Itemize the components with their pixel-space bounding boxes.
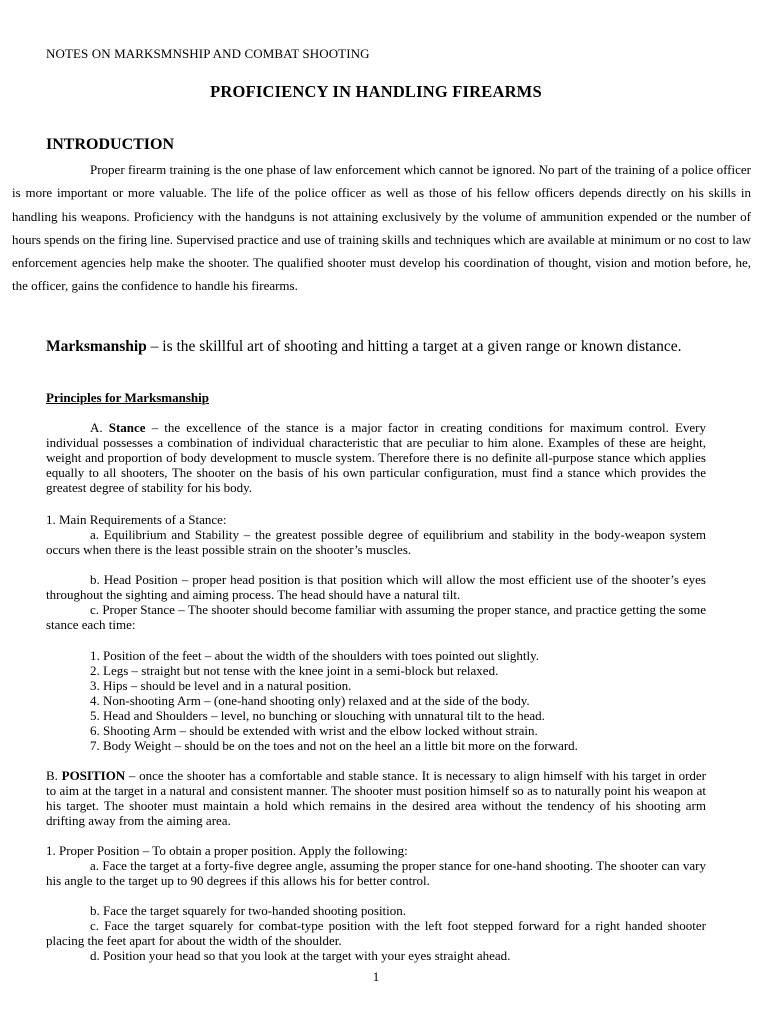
position-text: – once the shooter has a comfortable and stable stance. It is necessary to align himself with his target in order to aim at the target in a natural and consistent manner. The shooter must position himself so as to naturally point his weapon at his target. The shooter must maintain a hold which remains in the desired area without the tendency of his shooting arm drifting away from the aiming area.: [46, 768, 707, 828]
marksmanship-term: Marksmanship: [46, 338, 147, 355]
requirement-proper-stance: c. Proper Stance – The shooter should become familiar with assuming the proper stance, and practice getting the some stance each time:: [46, 602, 706, 632]
principles-heading: Principles for Marksmanship: [46, 390, 209, 405]
stance-term: Stance: [108, 420, 146, 435]
requirement-head-position: b. Head Position – proper head position is that position which will allow the most efficient use of the shooter’s eyes throughout the sighting and aiming process. The head should have a natural tilt.: [46, 572, 706, 602]
stance-list-item: 5. Head and Shoulders – level, no bunching or slouching with unnatural tilt to the head.: [90, 708, 545, 723]
stance-list-item: 1. Position of the feet – about the width of the shoulders with toes pointed out slightly.: [90, 648, 540, 663]
marksmanship-definition-text: – is the skillful art of shooting and hitting a target at a given range or known distance.: [146, 338, 682, 355]
stance-list-item: 2. Legs – straight but not tense with the knee joint in a semi-block but relaxed.: [90, 663, 499, 678]
stance-text: – the excellence of the stance is a major factor in creating conditions for maximum control. Every individual possesses a combination of individual characteristic that are peculiar to him alone. Examples of these are height, weight and proportion of body development to muscle system. Therefore there is no definite all-purpose stance which applies equally to all shooters, The shooter on the basis of his own particular configuration, must find a stance which provides the greatest degree of stability for his body.: [46, 420, 706, 495]
proper-position-item-c: c. Face the target squarely for combat-type position with the left foot stepped forward for a right handed shooter placing the feet apart for about the width of the shoulder.: [46, 918, 706, 948]
position-term: POSITION: [61, 768, 126, 783]
stance-list-item: 4. Non-shooting Arm – (one-hand shooting only) relaxed and at the side of the body.: [90, 693, 530, 708]
introduction-heading: INTRODUCTION: [46, 136, 175, 153]
page-number: 1: [372, 969, 380, 984]
proper-position-item-a: a. Face the target at a forty-five degree angle, assuming the proper stance for one-hand shooting. The shooter can vary his angle to the target up to 90 degrees if this allows his for better control.: [46, 858, 706, 888]
requirements-heading: 1. Main Requirements of a Stance:: [46, 512, 227, 527]
stance-prefix: A.: [90, 420, 109, 435]
proper-position-item-b: b. Face the target squarely for two-handed shooting position.: [90, 903, 407, 918]
stance-list-item: 6. Shooting Arm – should be extended with wrist and the elbow locked without strain.: [90, 723, 538, 738]
marksmanship-definition: [46, 338, 708, 356]
requirement-equilibrium: a. Equilibrium and Stability – the greatest possible degree of equilibrium and stability in the body-weapon system occurs when there is the least possible strain on the shooter’s muscles.: [46, 527, 706, 557]
position-prefix: B.: [46, 768, 62, 783]
stance-list-item: 7. Body Weight – should be on the toes and not on the heel an a little bit more on the forward.: [90, 738, 578, 753]
stance-list-item: 3. Hips – should be level and in a natural position.: [90, 678, 352, 693]
document-title: PROFICIENCY IN HANDLING FIREARMS: [210, 82, 542, 101]
proper-position-heading: 1. Proper Position – To obtain a proper position. Apply the following:: [46, 843, 408, 858]
introduction-paragraph: Proper firearm training is the one phase of law enforcement which cannot be ignored. No part of the training of a police officer is more important or more valuable. The life of the police officer as well as those of his fellow officers depends directly on his skills in handling his weapons. Proficiency with the handguns is not attaining exclusively by the volume of ammunition expended or the number of hours spends on the firing line. Supervised practice and use of training skills and techniques which are available at minimum or no cost to law enforcement agencies help make the shooter. The qualified shooter must develop his coordination of thought, vision and motion before, he, the officer, gains the confidence to handle his firearms.: [12, 162, 752, 294]
proper-position-item-d: d. Position your head so that you look at the target with your eyes straight ahead.: [90, 948, 511, 963]
position-paragraph: [46, 768, 706, 828]
stance-paragraph: [46, 420, 706, 495]
running-header: NOTES ON MARKSMNSHIP AND COMBAT SHOOTING: [46, 46, 370, 61]
